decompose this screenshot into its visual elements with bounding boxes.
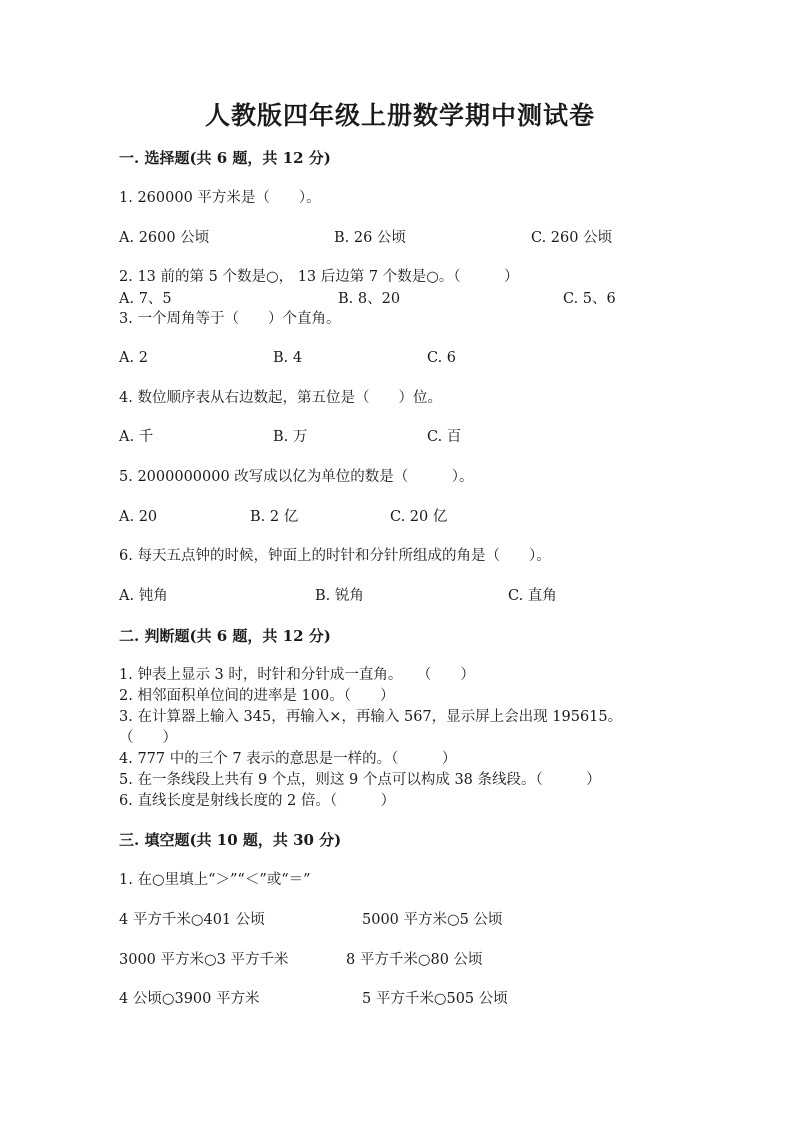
question-3: 3. 一个周角等于（ ）个直角。: [119, 311, 341, 327]
q2-option-b: B. 8、20: [338, 291, 401, 307]
compare-item: 8 平方千米○80 公顷: [346, 952, 483, 968]
judgement-item-4: 4. 777 中的三个 7 表示的意思是一样的。（ ）: [119, 751, 457, 767]
compare-item: 4 公顷○3900 平方米: [119, 991, 260, 1007]
section-heading-judgement: 二. 判断题(共 6 题，共 12 分): [119, 627, 331, 645]
judgement-item-3-answer: （ ）: [119, 730, 177, 746]
q6-option-b: B. 锐角: [315, 588, 364, 604]
q4-option-c: C. 百: [427, 429, 462, 445]
q3-option-b: B. 4: [273, 350, 303, 366]
question-4: 4. 数位顺序表从右边数起，第五位是（ ）位。: [119, 390, 442, 406]
q1-option-c: C. 260 公顷: [531, 230, 613, 246]
q5-option-b: B. 2 亿: [250, 509, 299, 525]
question-5: 5. 2000000000 改写成以亿为单位的数是（ ）。: [119, 469, 474, 485]
q2-option-a: A. 7、5: [119, 291, 172, 307]
page-title: 人教版四年级上册数学期中测试卷: [204, 101, 595, 130]
judgement-item-1: 1. 钟表上显示 3 时，时针和分针成一直角。 （ ）: [119, 667, 475, 683]
question-1: 1. 260000 平方米是（ ）。: [119, 190, 321, 206]
judgement-item-2: 2. 相邻面积单位间的进率是 100。（ ）: [119, 688, 395, 704]
judgement-item-5: 5. 在一条线段上共有 9 个点，则这 9 个点可以构成 38 条线段。（ ）: [119, 772, 601, 788]
q1-option-b: B. 26 公顷: [334, 230, 406, 246]
q2-option-c: C. 5、6: [563, 291, 616, 307]
q3-option-c: C. 6: [427, 350, 457, 366]
section-heading-choice: 一. 选择题(共 6 题，共 12 分): [119, 149, 331, 167]
q4-option-b: B. 万: [273, 429, 308, 445]
compare-item: 5 平方千米○505 公顷: [362, 991, 508, 1007]
judgement-item-6: 6. 直线长度是射线长度的 2 倍。（ ）: [119, 793, 396, 809]
q6-option-c: C. 直角: [508, 588, 557, 604]
question-6: 6. 每天五点钟的时候，钟面上的时针和分针所组成的角是（ ）。: [119, 548, 551, 564]
compare-item: 5000 平方米○5 公顷: [362, 912, 503, 928]
judgement-item-3: 3. 在计算器上输入 345，再输入×，再输入 567，显示屏上会出现 195615。: [119, 709, 623, 725]
compare-item: 4 平方千米○401 公顷: [119, 912, 265, 928]
q5-option-c: C. 20 亿: [390, 509, 448, 525]
q3-option-a: A. 2: [119, 350, 148, 366]
q5-option-a: A. 20: [119, 509, 158, 525]
q1-option-a: A. 2600 公顷: [119, 230, 210, 246]
question-2: 2. 13 前的第 5 个数是○， 13 后边第 7 个数是○。（ ）: [119, 269, 519, 285]
compare-item: 3000 平方米○3 平方千米: [119, 952, 289, 968]
fill-question-1: 1. 在○里填上“＞”“＜”或“＝”: [119, 872, 311, 888]
section-heading-fill: 三. 填空题(共 10 题，共 30 分): [119, 831, 342, 849]
q4-option-a: A. 千: [119, 429, 154, 445]
q6-option-a: A. 钝角: [119, 588, 168, 604]
